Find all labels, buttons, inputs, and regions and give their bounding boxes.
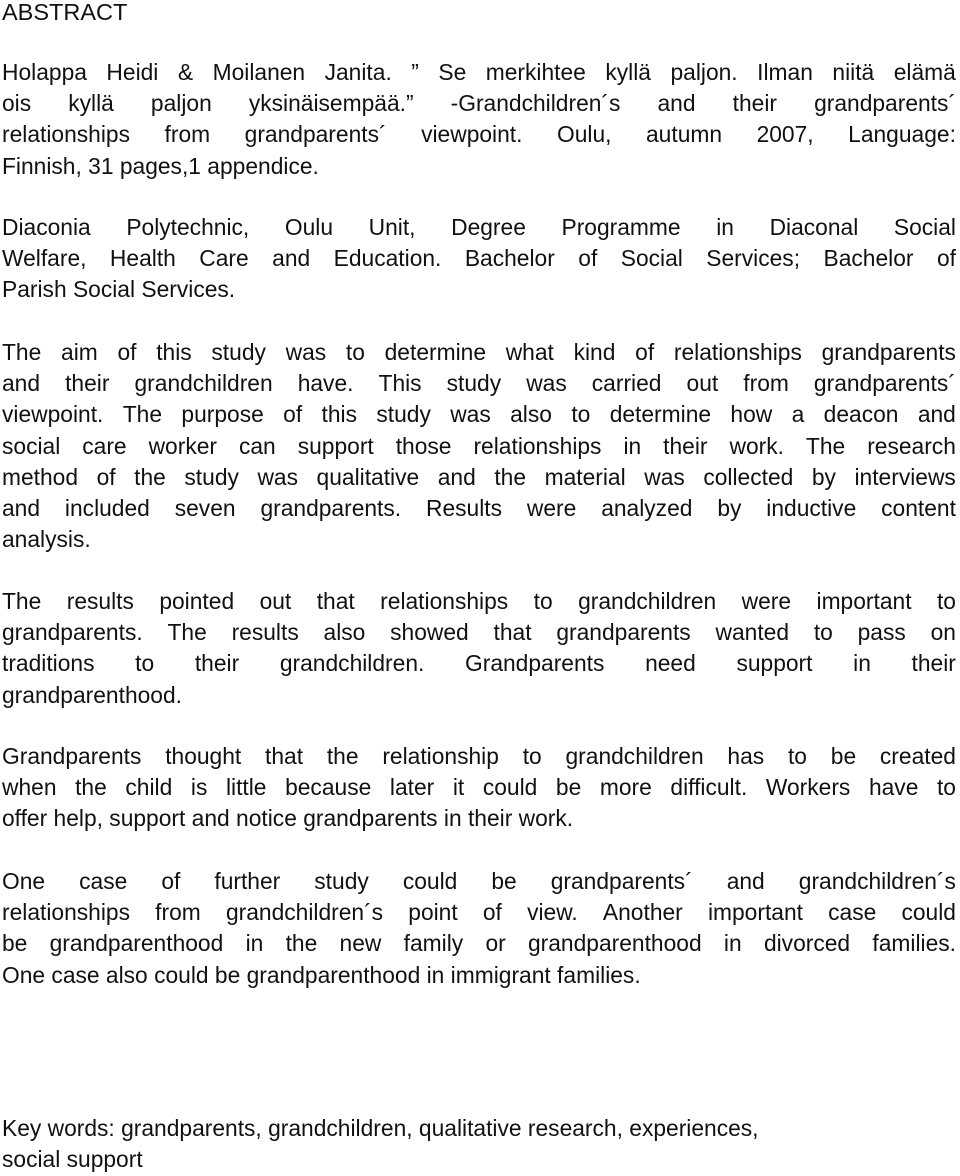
word: is [190, 774, 208, 801]
word: in [245, 930, 264, 957]
word: Health [109, 245, 176, 272]
word: the [134, 463, 166, 490]
word: have [868, 774, 919, 801]
paragraph-line [2, 493, 956, 524]
word: from [155, 899, 201, 926]
word: material [544, 463, 626, 490]
word: when [2, 774, 57, 801]
word: Ilman [757, 59, 813, 85]
paragraph-line: offer help, support and notice grandparents in their work. [2, 805, 574, 832]
word: point [408, 899, 458, 926]
word: content [881, 494, 956, 521]
word: Se [438, 59, 467, 85]
word: little [225, 774, 267, 801]
word: and [272, 245, 311, 272]
word: out [259, 588, 292, 614]
word: relationships [473, 432, 602, 459]
word: be [491, 868, 517, 894]
word: Holappa [2, 59, 87, 85]
word: study [314, 868, 369, 894]
word: One [2, 868, 46, 894]
word: Services; [706, 245, 801, 272]
word: relationships [380, 588, 509, 614]
word: grandparents [821, 339, 956, 365]
word: those [395, 432, 452, 459]
word: Moilanen [212, 59, 306, 85]
word: Oulu [284, 214, 334, 240]
word: -Grandchildren´s [450, 90, 621, 117]
word: Bachelor [823, 245, 914, 272]
paragraph-line [2, 648, 956, 679]
word: be [2, 930, 28, 957]
word: Grandparents [2, 743, 142, 769]
word: in [723, 930, 742, 957]
word: Another [602, 899, 683, 926]
word: have. [297, 370, 354, 397]
word: their [663, 432, 708, 459]
word: kind [573, 339, 616, 365]
paragraph-line [2, 462, 956, 493]
word: that [316, 588, 355, 614]
word: grandchildren. [279, 650, 425, 677]
word: further [214, 868, 281, 894]
word: Diaconal [769, 214, 859, 240]
word: study [376, 401, 431, 428]
word: their [732, 90, 777, 117]
word: grandparents´ [814, 90, 956, 117]
word: of [578, 245, 598, 272]
word: this [321, 401, 357, 428]
conclusions-paragraph [2, 741, 956, 835]
paragraph-line [2, 617, 956, 648]
paragraph-line [2, 586, 956, 617]
word: their [65, 370, 110, 397]
word: worker [148, 432, 217, 459]
word: support [736, 650, 813, 677]
word: Language: [848, 121, 956, 148]
word: This [378, 370, 422, 397]
paragraph-line [2, 368, 956, 399]
word: The [167, 619, 207, 646]
word: has [727, 743, 765, 769]
paragraph-line: One case also could be grandparenthood in immigrant families. [2, 961, 641, 988]
word: that [493, 619, 532, 646]
word: grandparenthood [49, 930, 224, 957]
word: can [238, 432, 276, 459]
word: collected [703, 463, 794, 490]
word: autumn [646, 121, 723, 148]
word: also [323, 619, 366, 646]
word: of [96, 463, 116, 490]
word: Bachelor [464, 245, 555, 272]
word: The [2, 339, 42, 365]
word: and [437, 463, 476, 490]
word: be [830, 743, 857, 769]
word: and [726, 868, 765, 894]
word: need [645, 650, 696, 677]
word: were [526, 494, 577, 521]
word: niitä [832, 59, 875, 85]
word: case [79, 868, 128, 894]
word: of [482, 899, 502, 926]
paragraph-line [2, 772, 956, 803]
word: child [125, 774, 173, 801]
word: how [730, 401, 773, 428]
word: viewpoint. [2, 401, 104, 428]
institution-paragraph [2, 212, 956, 306]
word: to [571, 401, 591, 428]
paragraph-line [2, 741, 956, 772]
word: Oulu, [556, 121, 612, 148]
word: from [743, 370, 789, 397]
word: The [2, 588, 42, 614]
word: Heidi [106, 59, 159, 85]
paragraph-line [2, 431, 956, 462]
word: and [917, 401, 956, 428]
word: pointed [159, 588, 235, 614]
word: paljon. [670, 59, 738, 85]
word: important [707, 899, 803, 926]
word: new [339, 930, 382, 957]
word: Programme [561, 214, 681, 240]
word: by [717, 494, 742, 521]
further-study-paragraph [2, 866, 956, 991]
word: view. [527, 899, 578, 926]
word: grandparenthood [527, 930, 702, 957]
word: to [813, 619, 833, 646]
aim-paragraph [2, 337, 956, 555]
word: interviews [854, 463, 956, 490]
word: to [345, 339, 365, 365]
word: was [644, 463, 685, 490]
word: Polytechnic, [126, 214, 250, 240]
word: determine [384, 339, 486, 365]
word: to [135, 650, 155, 677]
word: aim [61, 339, 98, 365]
word: of [283, 401, 303, 428]
word: showed [390, 619, 469, 646]
paragraph-line [2, 243, 956, 274]
word: relationship [382, 743, 499, 769]
word: were [741, 588, 792, 614]
paragraph-line [2, 337, 956, 368]
word: Degree [451, 214, 526, 240]
word: grandchildren´s [798, 868, 956, 894]
word: qualitative [316, 463, 420, 490]
word: Social [620, 245, 683, 272]
citation-paragraph [2, 57, 956, 182]
word: grandparents´ [244, 121, 387, 148]
word: Diaconia [2, 214, 91, 240]
word: of [117, 339, 137, 365]
word: this [156, 339, 192, 365]
paragraph-line [2, 119, 956, 150]
paragraph-line [2, 399, 956, 430]
word: on [930, 619, 956, 646]
word: thought [165, 743, 242, 769]
word: work. [729, 432, 784, 459]
word: kyllä [605, 59, 651, 85]
word: kyllä [68, 90, 114, 117]
word: a [791, 401, 805, 428]
paragraph-line [2, 866, 956, 897]
word: Janita. [324, 59, 392, 85]
word: study [184, 463, 239, 490]
word: in [716, 214, 734, 240]
word: created [879, 743, 956, 769]
word: traditions [2, 650, 95, 677]
word: grandparents´ [813, 370, 956, 397]
abstract-heading: ABSTRACT [2, 0, 128, 25]
word: to [936, 588, 956, 614]
word: that [265, 743, 304, 769]
word: viewpoint. [421, 121, 523, 148]
word: to [787, 743, 807, 769]
word: Social [893, 214, 956, 240]
keywords-paragraph [2, 1113, 956, 1175]
word: later [389, 774, 435, 801]
word: could [901, 899, 956, 926]
word: Workers [765, 774, 851, 801]
word: important [816, 588, 912, 614]
word: results [231, 619, 299, 646]
word: in [623, 432, 642, 459]
word: by [811, 463, 836, 490]
word: carried [591, 370, 662, 397]
paragraph-line [2, 88, 956, 119]
word: pass [857, 619, 906, 646]
word: or [485, 930, 506, 957]
word: more [599, 774, 652, 801]
word: difficult. [670, 774, 748, 801]
word: merkihtee [485, 59, 586, 85]
paragraph-line: social support [2, 1146, 143, 1173]
word: Welfare, [2, 245, 87, 272]
word: could [482, 774, 538, 801]
word: method [2, 463, 79, 490]
word: results [66, 588, 134, 614]
word: what [505, 339, 554, 365]
word: and [657, 90, 696, 117]
paragraph-line: Parish Social Services. [2, 276, 236, 303]
word: study [446, 370, 502, 397]
word: was [450, 401, 491, 428]
word: ” [411, 59, 419, 85]
word: to [533, 588, 553, 614]
word: the [285, 930, 318, 957]
word: grandparents [556, 619, 691, 646]
word: and [2, 494, 41, 521]
paragraph-line: Finnish, 31 pages,1 appendice. [2, 152, 319, 179]
word: inductive [766, 494, 857, 521]
word: because [285, 774, 372, 801]
word: study [211, 339, 266, 365]
word: The [805, 432, 846, 459]
paragraph-line: analysis. [2, 526, 91, 553]
word: their [194, 650, 240, 677]
word: grandchildren [578, 588, 717, 614]
word: the [326, 743, 359, 769]
word: included [64, 494, 150, 521]
word: Care [199, 245, 249, 272]
word: grandchildren [565, 743, 704, 769]
word: the [494, 463, 527, 490]
word: family [403, 930, 464, 957]
word: in [853, 650, 871, 677]
word: grandparents. [2, 619, 143, 646]
word: & [177, 59, 194, 85]
word: Results [426, 494, 503, 521]
word: wanted [715, 619, 790, 646]
results-paragraph [2, 586, 956, 711]
word: determine [609, 401, 712, 428]
paragraph-line: Key words: grandparents, grandchildren, qualitative research, experiences, [2, 1115, 759, 1141]
word: of [635, 339, 655, 365]
word: Education. [333, 245, 442, 272]
word: 2007, [756, 121, 814, 148]
word: social [2, 432, 61, 459]
paragraph-line: grandparenthood. [2, 681, 182, 708]
word: relationships [2, 121, 130, 148]
word: also [510, 401, 552, 428]
word: the [75, 774, 107, 801]
word: relationships [673, 339, 802, 365]
word: case [828, 899, 877, 926]
word: deacon [823, 401, 899, 428]
word: be [555, 774, 582, 801]
word: it [452, 774, 465, 801]
word: was [526, 370, 567, 397]
word: research [867, 432, 956, 459]
word: of [161, 868, 181, 894]
word: could [402, 868, 458, 894]
word: The [122, 401, 163, 428]
word: Grandparents [465, 650, 605, 677]
word: families. [872, 930, 956, 957]
word: support [297, 432, 374, 459]
word: was [285, 339, 327, 365]
word: grandchildren´s [225, 899, 384, 926]
paragraph-line [2, 928, 956, 959]
word: and [2, 370, 41, 397]
word: grandparents´ [550, 868, 693, 894]
word: seven [174, 494, 236, 521]
paragraph-line [2, 57, 956, 88]
word: grandparents. [260, 494, 402, 521]
word: their [911, 650, 956, 677]
word: Unit, [368, 214, 416, 240]
word: to [522, 743, 542, 769]
word: yksinäisempää.” [248, 90, 414, 117]
paragraph-line [2, 897, 956, 928]
word: of [936, 245, 956, 272]
word: divorced [763, 930, 851, 957]
word: from [164, 121, 211, 148]
paragraph-line [2, 212, 956, 243]
word: elämä [893, 59, 956, 85]
word: paljon [150, 90, 212, 117]
word: was [257, 463, 298, 490]
word: purpose [181, 401, 264, 428]
word: to [936, 774, 956, 801]
word: grandchildren [134, 370, 273, 397]
word: out [686, 370, 719, 397]
word: care [82, 432, 127, 459]
word: relationships [2, 899, 130, 926]
word: ois [2, 90, 32, 117]
word: analyzed [601, 494, 693, 521]
